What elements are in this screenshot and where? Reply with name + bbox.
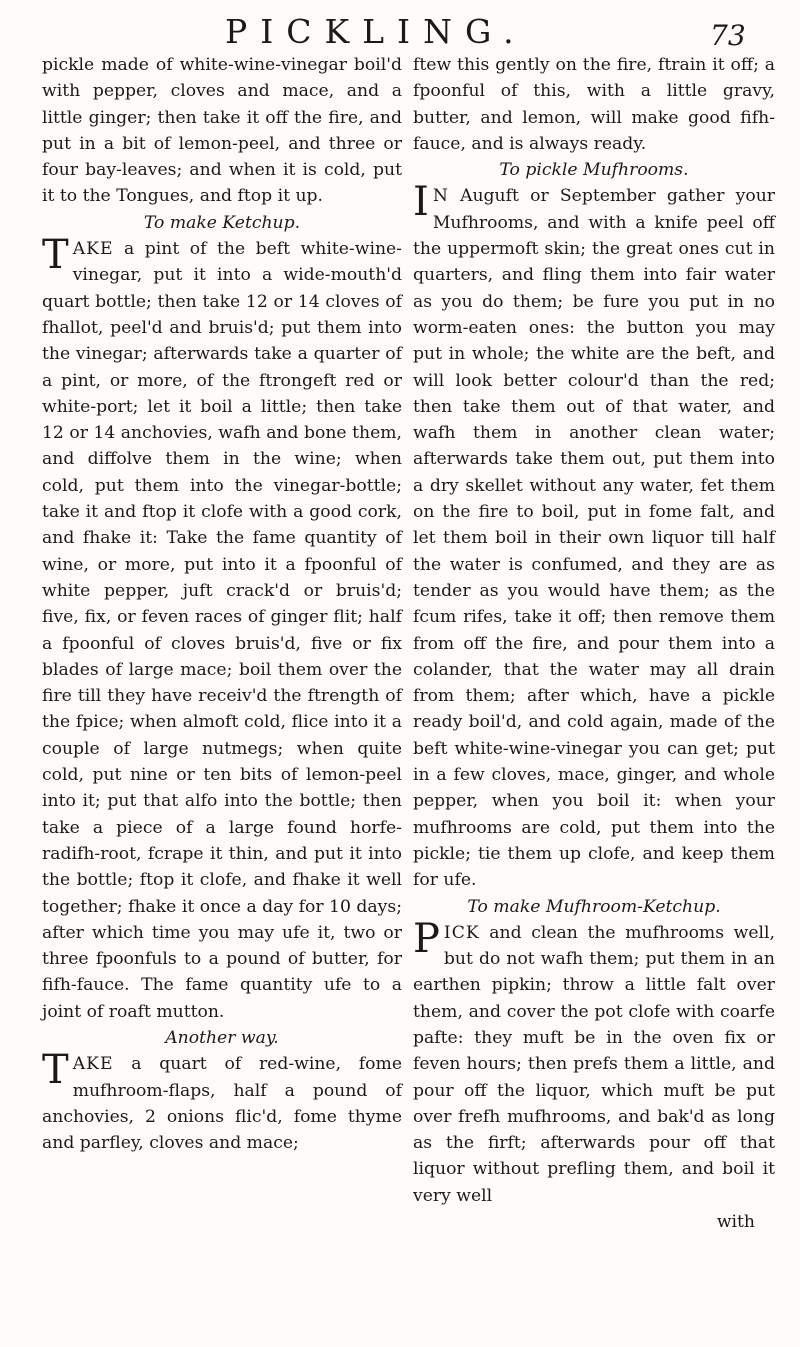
initial-word: AKE — [72, 1054, 114, 1075]
page-header — [0, 8, 800, 58]
paragraph-text: a quart of red-wine, fome mufhroom-flaps, half a pound of anchovies, 2 onions flic'd, fome thyme and parfley, cloves and mace; — [42, 1054, 402, 1154]
drop-cap: I — [413, 179, 429, 226]
paragraph — [42, 1047, 402, 1156]
drop-cap: T — [42, 1047, 69, 1094]
page-number: 73 — [710, 19, 746, 52]
paragraph-text: a pint of the beft white-wine-vinegar, put it into a wide-mouth'd quart bottle; then take 12 or 14 cloves of fhallot, peel'd and bruis'd; put them into the vinegar; afterwards take a quarter of a pint, or more, of the ftrongeft red or white-port; let it boil a little; then take 12 or 14 anchovies, wafh and bone them, and diffolve them in the wine; when cold, put them into the vinegar-bottle; take it and ftop it clofe with a good cork, and fhake it: Take the fame quantity of wine, or more, put into it a fpoonful of white pepper, juft crack'd or bruis'd; five, fix, or feven races of ginger flit; half a fpoonful of cloves bruis'd, five or fix blades of large mace; boil them over the fire till they have receiv'd the ftrength of the fpice; when almoft cold, flice into it a couple of large nutmegs; when quite cold, put nine or ten bits of lemon-peel into it; put that alfo into the bottle; then take a piece of a large found horfe-radifh-root, fcrape it thin, and put it into the bottle; ftop it clofe, and fhake it well together; fhake it once a day for 10 days; after which time you may ufe it, two or three fpoonfuls to a pound of butter, for fifh-fauce. The fame quantity ufe to a joint of roaft mutton. — [42, 239, 402, 1022]
recipe-heading: To pickle Mufhrooms. — [499, 160, 689, 181]
recipe-heading: Another way. — [165, 1027, 279, 1048]
paragraph — [413, 915, 775, 1209]
recipe-heading: To make Mufhroom-Ketchup. — [467, 896, 721, 917]
drop-cap: T — [42, 232, 69, 279]
initial-word: N — [432, 186, 449, 207]
paragraph: ftew this gently on the fire, ftrain it off; a fpoonful of this, with a little gravy, butter, and lemon, will make good fifh-fauce, and is always ready. — [413, 55, 775, 154]
paragraph: pickle made of white-wine-vinegar boil'd with pepper, cloves and mace, and a little ginger; then take it off the fire, and put in a bit of lemon-peel, and three or four bay-leaves; and when it is cold, put it to the Tongues, and ftop it up. — [42, 55, 402, 207]
initial-word: AKE — [72, 239, 114, 260]
initial-word: ICK — [443, 922, 480, 943]
paragraph-text: and clean the mufhrooms well, but do not wafh them; put them in an earthen pipkin; throw a little falt over them, and cover the pot clofe with coarfe pafte: they muft be in the oven fix or feven hours; then prefs them a little, and pour off the liquor, which muft be put over frefh mufhrooms, and bak'd as long as the firft; afterwards pour off that liquor without prefling them, and boil it very well — [413, 922, 775, 1206]
left-column — [42, 52, 402, 1156]
running-head: PICKLING. — [225, 12, 527, 51]
paragraph — [42, 232, 402, 1025]
paragraph — [413, 179, 775, 893]
paragraph-text: Auguft or September gather your Mufhrooms, and with a knife peel off the uppermoft skin; the great ones cut in quarters, and fling them into fair water as you do them; be fure you put in no worm-eaten ones: the button you may put in whole; the white are the beft, and will look better colour'd than the red; then take them out of that water, and wafh them in another clean water; afterwards take them out, put them into a dry skellet without any water, fet them on the fire to boil, put in fome falt, and let them boil in their own liquor till half the water is confumed, and they are as tender as you would have them; as the fcum rifes, take it off; then remove them from off the fire, and pour them into a colander, that the water may all drain from them; after which, have a pickle ready boil'd, and cold again, made of the beft white-wine-vinegar you can get; put in a few cloves, mace, ginger, and whole pepper, when you boil it: when your mufhrooms are cold, put them into the pickle; tie them up clofe, and keep them for ufe. — [413, 186, 775, 891]
recipe-heading: To make Ketchup. — [143, 212, 301, 233]
catchword: with — [716, 1212, 755, 1233]
right-column — [413, 52, 775, 1235]
drop-cap: P — [413, 915, 440, 962]
